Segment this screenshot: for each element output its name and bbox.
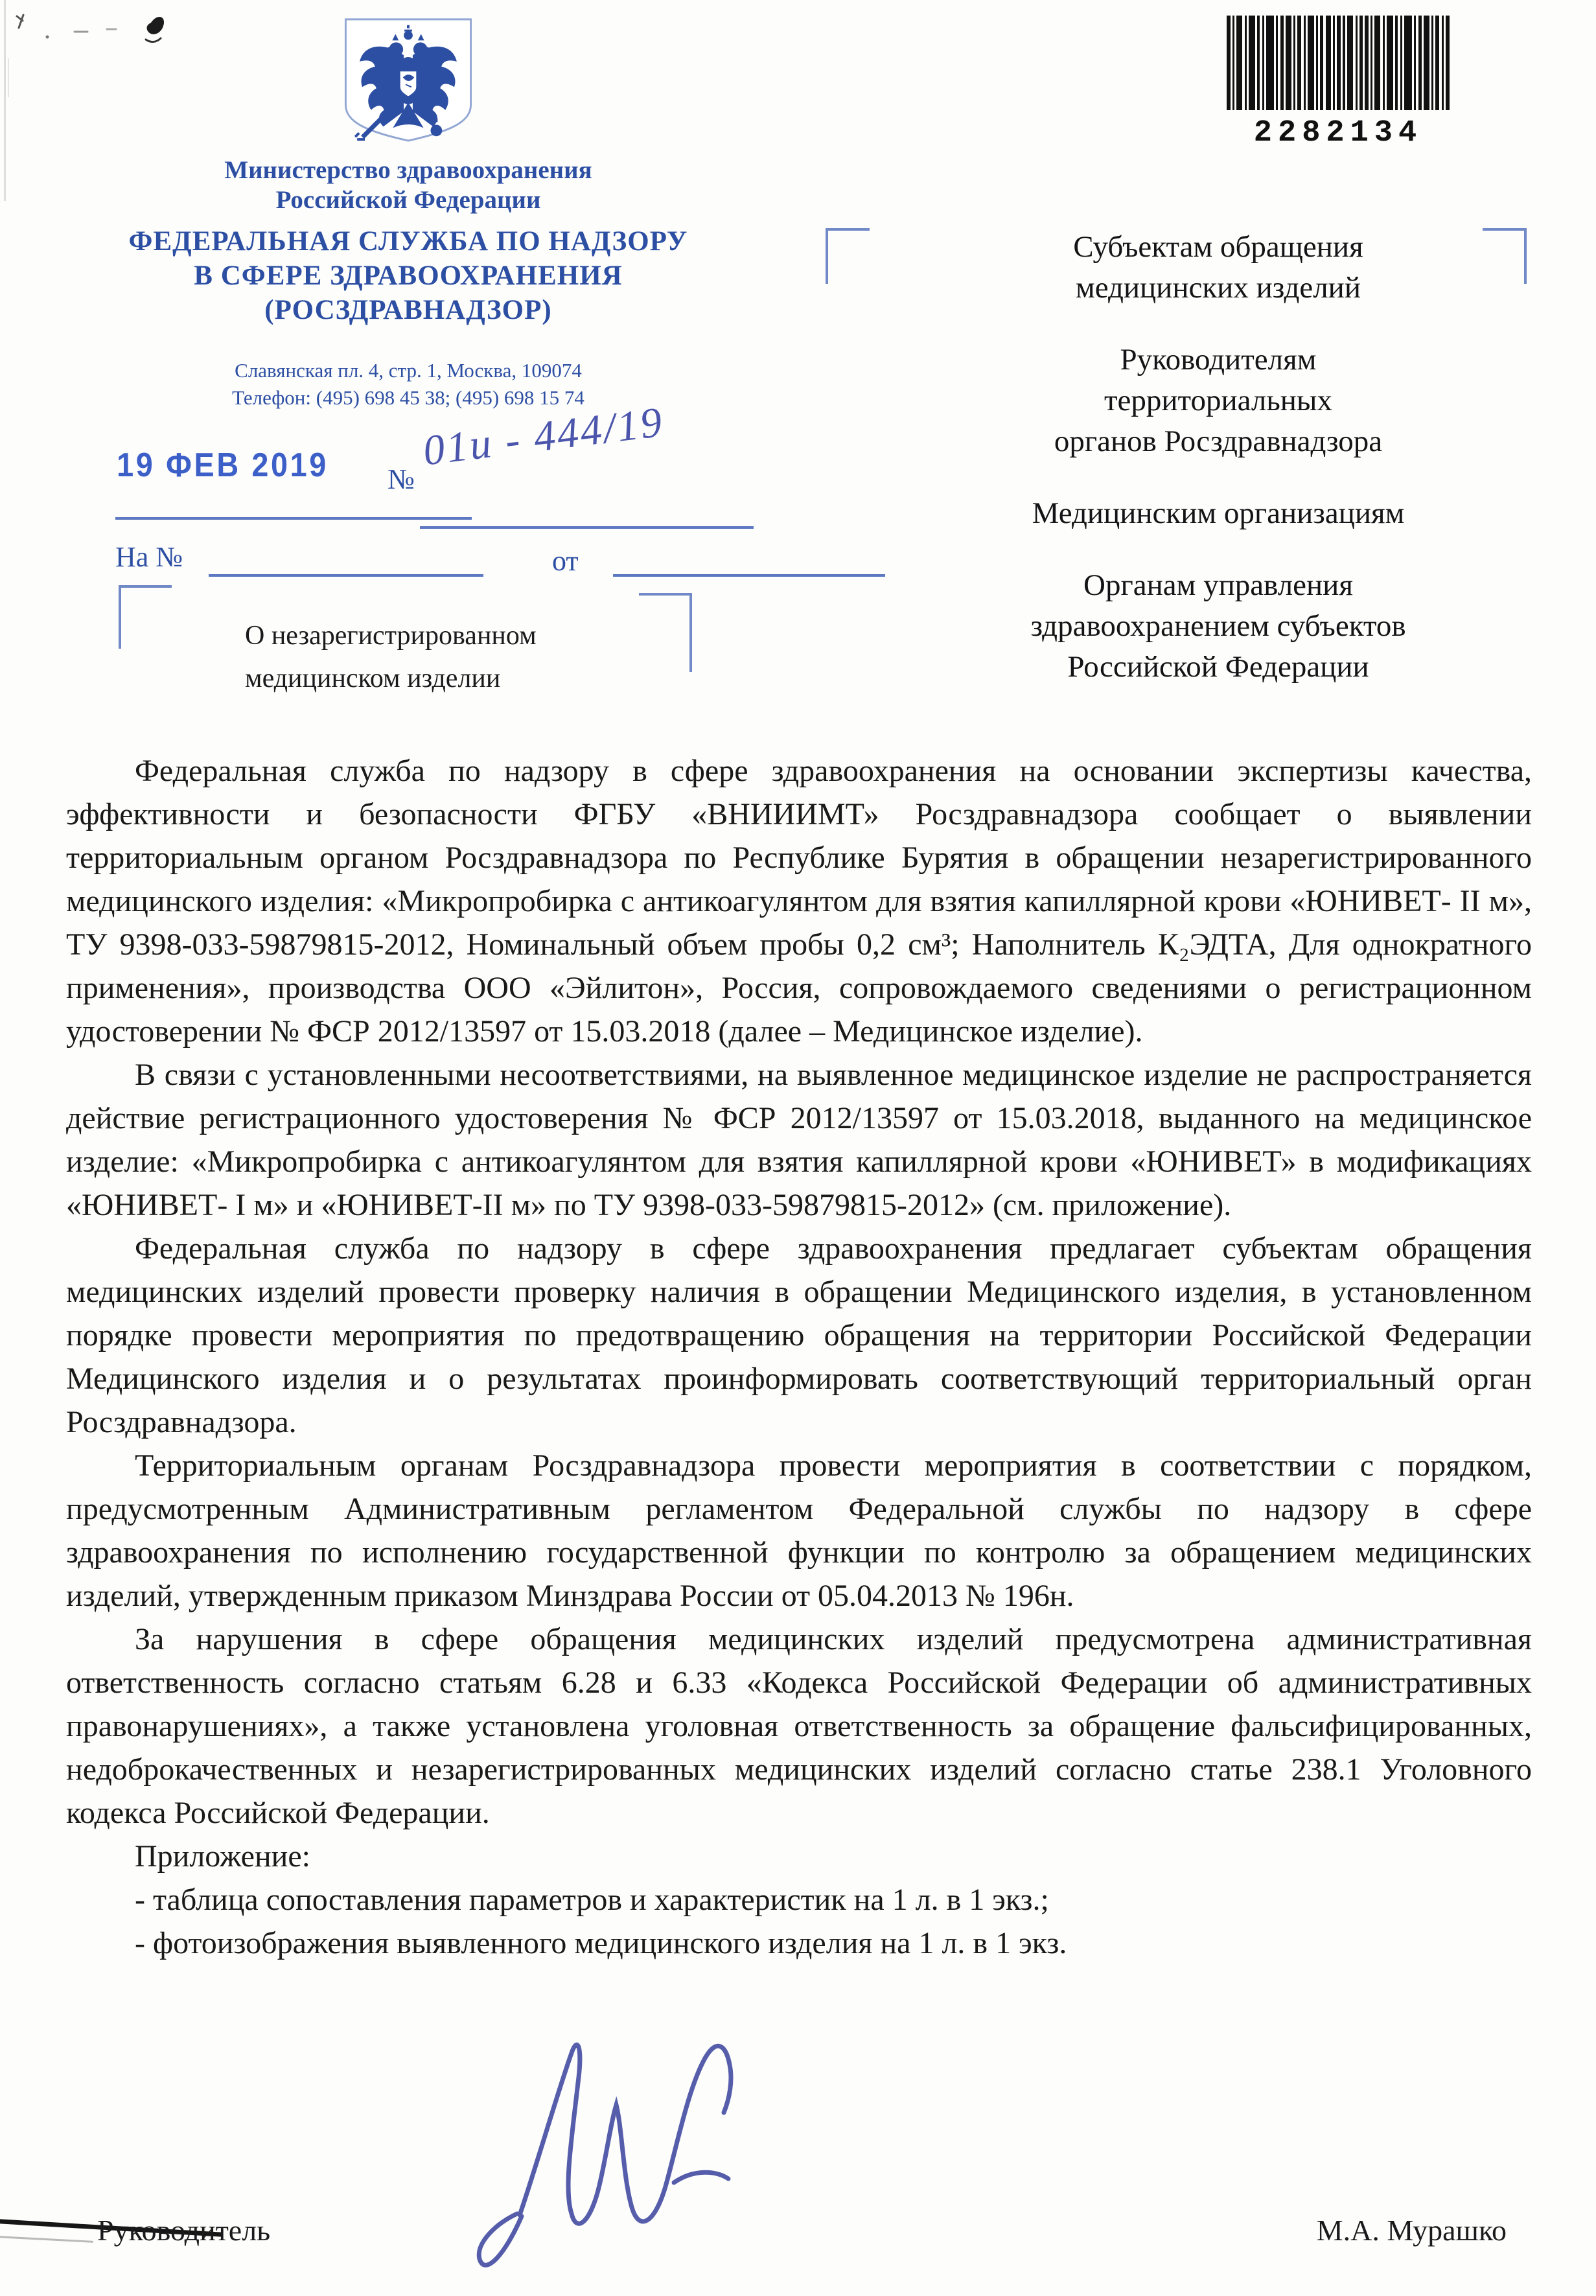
handwritten-signature	[447, 2015, 914, 2288]
signer-name: М.А. Мурашко	[1316, 2214, 1507, 2247]
scan-edge-streak	[4, 0, 6, 201]
date-stamp: 19 ФЕВ 2019	[117, 446, 329, 484]
recipient-line: медицинских изделий	[1075, 271, 1361, 305]
doc-number-label: №	[387, 463, 415, 495]
letter-body	[66, 749, 1532, 1965]
postal-address: Славянская пл. 4, стр. 1, Москва, 109074	[235, 359, 582, 382]
scan-fold-line-shadow	[0, 2236, 93, 2243]
ministry-line: Российской Федерации	[275, 186, 541, 214]
reply-date-underline	[613, 574, 885, 577]
recipient-line: территориальных	[1104, 384, 1333, 417]
barcode-number: 2282134	[1253, 116, 1423, 150]
subject-line: О незарегистрированном	[245, 621, 537, 651]
attachment-item: - таблица сопоставления параметров и характеристик на 1 л. в 1 экз.;	[135, 1883, 1049, 1917]
ministry-line: Министерство здравоохранения	[224, 156, 592, 184]
recipient-line: Субъектам обращения	[1073, 230, 1363, 264]
recipient-line: здравоохранением субъектов	[1030, 609, 1406, 643]
signer-title: Руководитель	[97, 2214, 271, 2247]
recipient-group	[910, 493, 1526, 534]
contact-block	[45, 357, 771, 412]
body-paragraph: За нарушения в сфере обращения медицинских изделий предусмотрена административная ответственность согласно статьям 6.28 и 6.33 «Кодекса Российской Федерации об административных правонарушениях», а также установлена уголовная ответственность за обращение фальсифицированных, недоброкачественных и незарегистрированных медицинских изделий согласно статье 238.1 Уголовного кодекса Российской Федерации.	[66, 1622, 1532, 1830]
recipient-group	[910, 565, 1526, 688]
body-paragraph: Федеральная служба по надзору в сфере здравоохранения предлагает субъектам обращения медицинских изделий провести проверку наличия в обращении Медицинского изделия, в установленном порядке провести мероприятия по предотвращению обращения на территории Российской Федерации Медицинского изделия и о результатах проинформировать соответствующий территориальный орган Росздравнадзора.	[66, 1231, 1532, 1439]
barcode-bars-icon	[1227, 16, 1450, 110]
doc-number-handwritten: 01и - 444/19	[420, 398, 667, 475]
recipient-line: Медицинским организациям	[1032, 496, 1405, 530]
recipient-line: органов Росздравнадзора	[1054, 424, 1383, 458]
recipient-group	[910, 227, 1526, 308]
scan-edge-streak	[8, 58, 9, 97]
recipient-line: Российской Федерации	[1067, 650, 1369, 684]
attachment-heading: Приложение:	[135, 1839, 310, 1873]
reply-date-label: от	[552, 545, 579, 577]
letterhead	[45, 14, 771, 412]
service-line: В СФЕРЕ ЗДРАВООХРАНЕНИЯ	[194, 261, 623, 291]
barcode	[1227, 16, 1450, 150]
recipient-group	[910, 340, 1526, 462]
subject-line: медицинском изделии	[245, 664, 501, 693]
attachment-item: - фотоизображения выявленного медицинского изделия на 1 л. в 1 экз.	[135, 1926, 1067, 1960]
date-underline	[115, 517, 472, 520]
service-line: ФЕДЕРАЛЬНАЯ СЛУЖБА ПО НАДЗОРУ	[128, 226, 688, 257]
russian-coat-of-arms-icon	[338, 14, 479, 145]
reply-to-label: На №	[115, 541, 183, 573]
body-paragraph: Федеральная служба по надзору в сфере здравоохранения на основании экспертизы качества, эффективности и безопасности ФГБУ «ВНИИИМТ» Росздравнадзора сообщает о выявлении территориальным органом Росздравнадзора по Республике Бурятия в обращении незарегистрированного медицинского изделия: «Микропробирка с антикоагулянтом для взятия капиллярной крови «ЮНИВЕТ- II м», ТУ 9398-033-59879815-2012, Номинальный объем пробы 0,2 см³; Наполнитель К₂ЭДТА, Для однократного применения», производства ООО «Эйлитон», Россия, сопровождаемого сведениями о регистрационном удостоверении № ФСР 2012/13597 от 15.03.2018 (далее – Медицинское изделие).	[66, 754, 1532, 1049]
service-line: (РОСЗДРАВНАДЗОР)	[264, 295, 552, 325]
phone-numbers: Телефон: (495) 698 45 38; (495) 698 15 74	[232, 386, 584, 409]
recipient-line: Руководителям	[1120, 343, 1317, 377]
recipient-line: Органам управления	[1083, 568, 1353, 602]
service-name	[45, 224, 771, 327]
subject-block	[245, 614, 537, 700]
body-paragraph: Территориальным органам Росздравнадзора провести мероприятия в соответствии с порядком, предусмотренным Административным регламентом Федеральной службы по надзору в сфере здравоохранения по исполнению государственной функции по контролю за обращением медицинских изделий, утвержденным приказом Минздрава России от 05.04.2013 № 196н.	[66, 1448, 1532, 1613]
body-paragraph: В связи с установленными несоответствиями, на выявленное медицинское изделие не распространяется действие регистрационного удостоверения № ФСР 2012/13597 от 15.03.2018, выданного на медицинское изделие: «Микропробирка с антикоагулянтом для взятия капиллярной крови «ЮНИВЕТ» в модификациях «ЮНИВЕТ- I м» и «ЮНИВЕТ-II м» по ТУ 9398-033-59879815-2012» (см. приложение).	[66, 1058, 1532, 1222]
recipients-block	[910, 227, 1526, 719]
doc-number-underline	[420, 526, 754, 529]
reply-number-underline	[209, 574, 483, 577]
ministry-name	[45, 156, 771, 215]
